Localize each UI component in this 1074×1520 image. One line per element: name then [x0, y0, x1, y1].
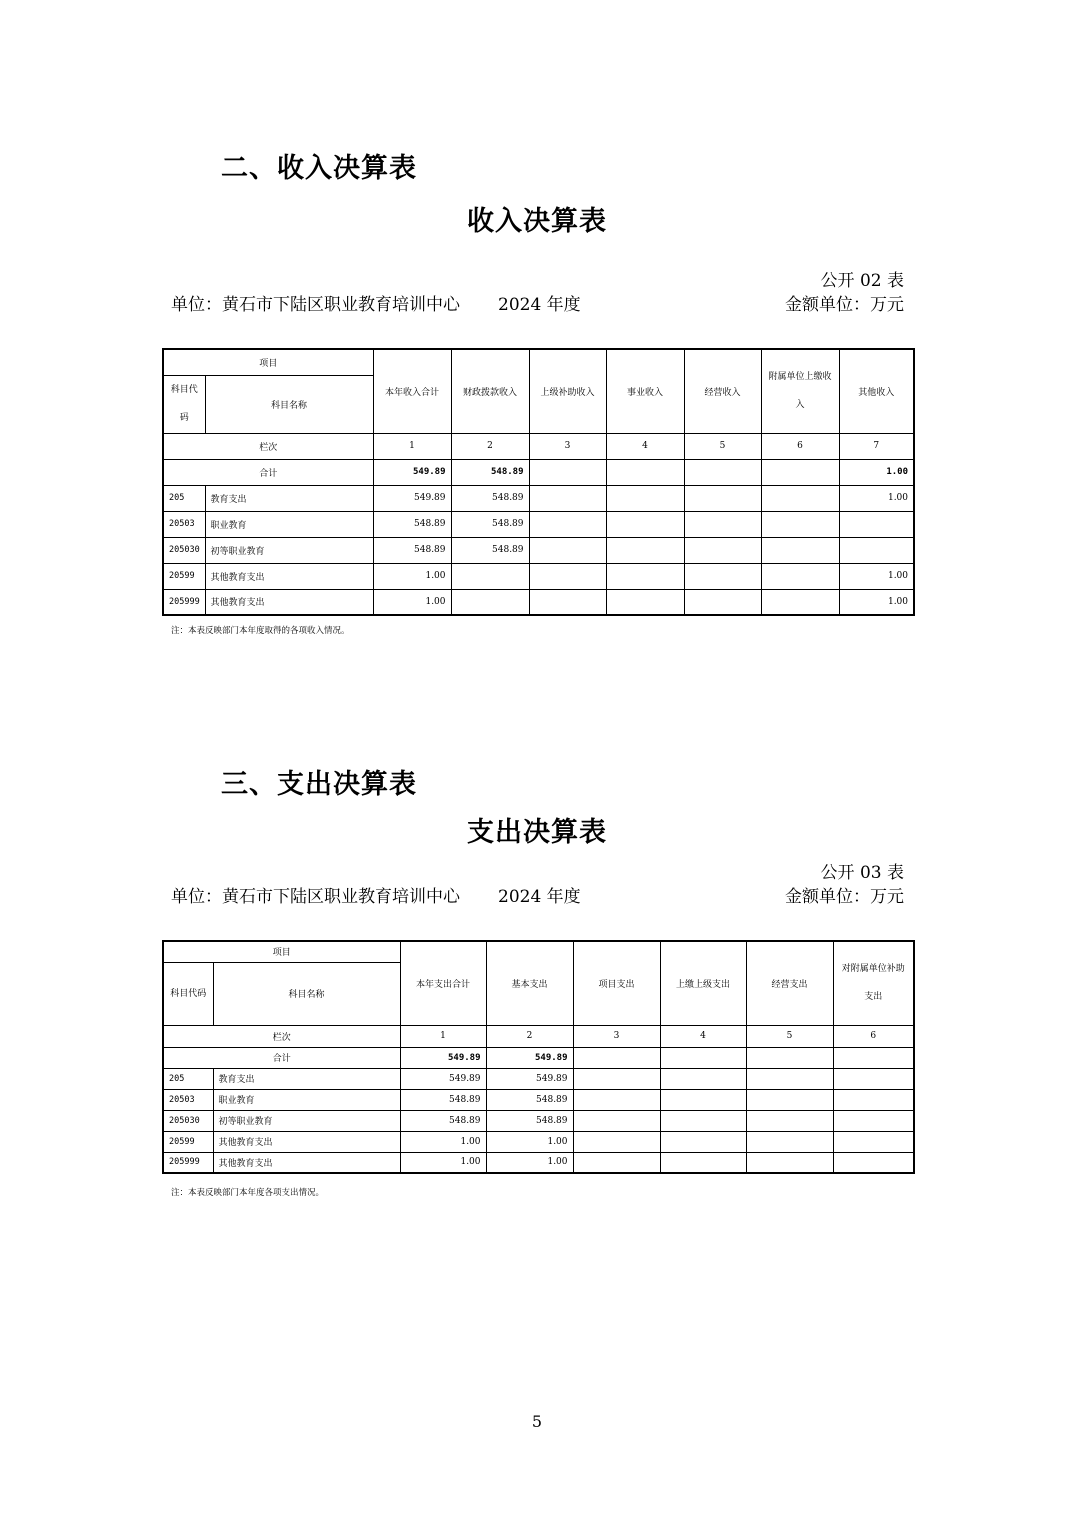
income-form-number: 公开 02 表: [820, 271, 904, 291]
income-amount-unit: 金额单位：万元: [785, 295, 904, 315]
row-value: [761, 589, 839, 615]
table-row: [163, 485, 914, 511]
row-code: 20599: [163, 1131, 213, 1152]
row-value: [761, 485, 839, 511]
row-value: 1.00: [400, 1131, 486, 1152]
expense-table-title: 支出决算表: [467, 817, 607, 848]
header-name: 科目名称: [205, 375, 373, 433]
table-row: [163, 537, 914, 563]
row-name: 其他教育支出: [205, 563, 373, 589]
header-col: 事业收入: [606, 349, 684, 433]
total-value: [746, 1047, 833, 1068]
row-value: [761, 537, 839, 563]
income-unit: 单位：黄石市下陆区职业教育培训中心: [171, 295, 460, 315]
expense-form-number: 公开 03 表: [820, 863, 904, 883]
header-item: 项目: [163, 349, 373, 375]
row-value: [573, 1068, 660, 1089]
column-number: 5: [684, 433, 761, 459]
column-number: 4: [606, 433, 684, 459]
header-col: 基本支出: [486, 941, 573, 1025]
row-value: 549.89: [400, 1068, 486, 1089]
row-value: 1.00: [373, 563, 451, 589]
column-number: 6: [833, 1025, 914, 1047]
row-value: [684, 485, 761, 511]
row-value: 548.89: [400, 1110, 486, 1131]
row-value: [660, 1110, 746, 1131]
row-value: 548.89: [451, 511, 529, 537]
row-value: [573, 1089, 660, 1110]
header-col: 本年支出合计: [400, 941, 486, 1025]
column-number: 2: [451, 433, 529, 459]
row-value: [529, 537, 606, 563]
row-code: 205030: [163, 1110, 213, 1131]
row-value: [573, 1110, 660, 1131]
total-value: [660, 1047, 746, 1068]
income-table-title: 收入决算表: [467, 206, 607, 237]
row-value: [660, 1152, 746, 1173]
column-number: 4: [660, 1025, 746, 1047]
header-col: 附属单位上缴收入: [761, 349, 839, 433]
row-value: [833, 1152, 914, 1173]
row-value: 1.00: [373, 589, 451, 615]
row-code: 205030: [163, 537, 205, 563]
row-value: 1.00: [839, 485, 914, 511]
row-value: [746, 1068, 833, 1089]
row-value: [606, 563, 684, 589]
total-value: [529, 459, 606, 485]
header-col: 上级补助收入: [529, 349, 606, 433]
row-value: [451, 563, 529, 589]
table-row: [163, 1110, 914, 1131]
row-value: [833, 1068, 914, 1089]
total-value: 548.89: [451, 459, 529, 485]
row-value: [684, 563, 761, 589]
total-value: 549.89: [486, 1047, 573, 1068]
row-value: [606, 511, 684, 537]
total-value: 549.89: [373, 459, 451, 485]
column-number: 3: [529, 433, 606, 459]
header-col: 经营支出: [746, 941, 833, 1025]
column-number: 6: [761, 433, 839, 459]
table-row: [163, 1089, 914, 1110]
row-value: [529, 563, 606, 589]
row-value: 548.89: [373, 511, 451, 537]
header-col: 对附属单位补助支出: [833, 941, 914, 1025]
column-number-label: 栏次: [163, 433, 373, 459]
header-code: 科目代码: [163, 962, 213, 1025]
total-row: [163, 459, 914, 485]
total-label: 合计: [163, 1047, 400, 1068]
row-value: 548.89: [400, 1089, 486, 1110]
table-row: [163, 511, 914, 537]
page-number: 5: [531, 1412, 543, 1431]
total-value: 1.00: [839, 459, 914, 485]
row-name: 初等职业教育: [213, 1110, 400, 1131]
row-code: 205999: [163, 1152, 213, 1173]
row-name: 职业教育: [205, 511, 373, 537]
row-value: [660, 1068, 746, 1089]
row-code: 20503: [163, 1089, 213, 1110]
row-value: [684, 537, 761, 563]
row-value: [833, 1110, 914, 1131]
row-value: 1.00: [486, 1131, 573, 1152]
column-number: 2: [486, 1025, 573, 1047]
total-label: 合计: [163, 459, 373, 485]
row-value: [761, 563, 839, 589]
row-value: [529, 485, 606, 511]
row-value: [451, 589, 529, 615]
row-name: 其他教育支出: [213, 1131, 400, 1152]
row-value: 548.89: [373, 537, 451, 563]
total-value: [684, 459, 761, 485]
income-section-heading: 二、收入决算表: [221, 153, 417, 184]
header-col: 上缴上级支出: [660, 941, 746, 1025]
row-value: 548.89: [486, 1089, 573, 1110]
row-value: [573, 1152, 660, 1173]
row-value: [606, 485, 684, 511]
column-number: 1: [373, 433, 451, 459]
row-value: [660, 1089, 746, 1110]
income-table: [162, 348, 915, 616]
row-value: [746, 1089, 833, 1110]
row-value: [833, 1089, 914, 1110]
row-value: [761, 511, 839, 537]
row-name: 教育支出: [205, 485, 373, 511]
row-value: 1.00: [400, 1152, 486, 1173]
row-value: 549.89: [486, 1068, 573, 1089]
row-code: 205: [163, 1068, 213, 1089]
row-code: 20503: [163, 511, 205, 537]
row-value: [839, 537, 914, 563]
row-value: 1.00: [839, 563, 914, 589]
row-value: [573, 1131, 660, 1152]
header-col: 财政拨款收入: [451, 349, 529, 433]
total-value: [606, 459, 684, 485]
row-value: [529, 589, 606, 615]
expense-year: 2024 年度: [498, 887, 581, 907]
row-value: 1.00: [486, 1152, 573, 1173]
row-value: [746, 1110, 833, 1131]
expense-unit: 单位：黄石市下陆区职业教育培训中心: [171, 887, 460, 907]
table-row: [163, 1131, 914, 1152]
row-value: [833, 1131, 914, 1152]
total-row: [163, 1047, 914, 1068]
table-row: [163, 589, 914, 615]
column-number: 1: [400, 1025, 486, 1047]
row-code: 205: [163, 485, 205, 511]
row-value: [606, 589, 684, 615]
total-value: [833, 1047, 914, 1068]
table-row: [163, 563, 914, 589]
row-value: [746, 1152, 833, 1173]
expense-note: 注：本表反映部门本年度各项支出情况。: [171, 1188, 325, 1198]
column-number: 7: [839, 433, 914, 459]
row-value: [746, 1131, 833, 1152]
column-number-label: 栏次: [163, 1025, 400, 1047]
row-value: 548.89: [451, 485, 529, 511]
row-name: 教育支出: [213, 1068, 400, 1089]
total-value: [761, 459, 839, 485]
row-name: 初等职业教育: [205, 537, 373, 563]
row-value: 1.00: [839, 589, 914, 615]
expense-table: [162, 940, 915, 1174]
header-col: 经营收入: [684, 349, 761, 433]
row-value: [606, 537, 684, 563]
row-value: [529, 511, 606, 537]
row-value: [660, 1131, 746, 1152]
row-value: [839, 511, 914, 537]
row-code: 205999: [163, 589, 205, 615]
income-note: 注：本表反映部门本年度取得的各项收入情况。: [171, 626, 350, 636]
header-col: 其他收入: [839, 349, 914, 433]
header-name: 科目名称: [213, 962, 400, 1025]
row-value: [684, 511, 761, 537]
header-item: 项目: [163, 941, 400, 962]
expense-amount-unit: 金额单位：万元: [785, 887, 904, 907]
header-col: 项目支出: [573, 941, 660, 1025]
row-code: 20599: [163, 563, 205, 589]
table-row: [163, 1068, 914, 1089]
table-row: [163, 1152, 914, 1173]
row-value: 548.89: [486, 1110, 573, 1131]
header-code: 科目代码: [163, 375, 205, 433]
income-year: 2024 年度: [498, 295, 581, 315]
row-name: 其他教育支出: [213, 1152, 400, 1173]
total-value: [573, 1047, 660, 1068]
row-value: 549.89: [373, 485, 451, 511]
row-value: [684, 589, 761, 615]
row-name: 职业教育: [213, 1089, 400, 1110]
total-value: 549.89: [400, 1047, 486, 1068]
expense-section-heading: 三、支出决算表: [221, 769, 417, 800]
row-value: 548.89: [451, 537, 529, 563]
column-number: 5: [746, 1025, 833, 1047]
column-number: 3: [573, 1025, 660, 1047]
header-col: 本年收入合计: [373, 349, 451, 433]
row-name: 其他教育支出: [205, 589, 373, 615]
